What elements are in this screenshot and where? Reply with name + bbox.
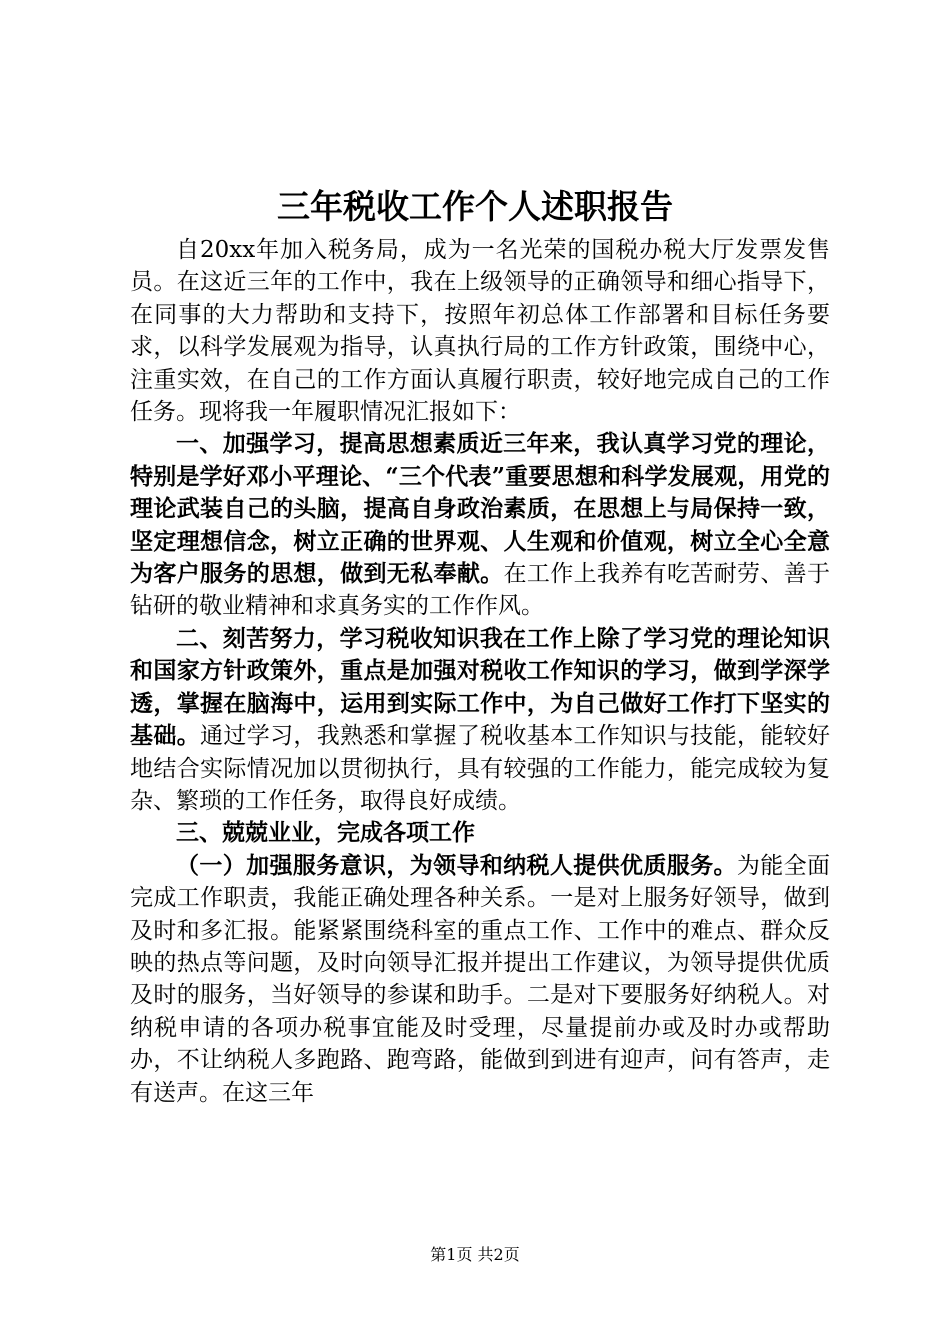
section3-sub-heading-text: （一）加强服务意识，为领导和纳税人提供优质服务。: [176, 851, 737, 879]
intro-paragraph: [130, 234, 830, 428]
section3-sub-body-text: 为能全面完成工作职责，我能正确处理各种关系。一是对上服务好领导，做到及时和多汇报。能紧紧围绕科室的重点工作、工作中的难点、群众反映的热点等问题，及时向领导汇报并提出工作建议，为领导提供优质及时的服务，当好领导的参谋和助手。二是对下要服务好纳税人。对纳税申请的各项办税事宜能及时受理，尽量提前办或及时办或帮助办，不让纳税人多跑路、跑弯路，能做到到进有迎声，问有答声，走有送声。在这三年: [130, 852, 831, 1106]
section3-heading: [130, 817, 830, 849]
section2-heading-text: 二、刻苦努力，学习税收知识我在工作上除了学习党的理论知识和国家方针政策外，重点是加强对税收工作知识的学习，做到学深学透，掌握在脑海中，运用到实际工作中，为自己做好工作打下坚实的基础。: [130, 624, 830, 750]
section1-heading-text: 一、加强学习，提高思想素质近三年来，我认真学习党的理论，特别是学好邓小平理论、“三个代表”重要思想和科学发展观，用党的理论武装自己的头脑，提高自身政治素质，在思想上与局保持一致，坚定理想信念，树立正确的世界观、人生观和价值观，树立全心全意为客户服务的思想，做到无私奉献。: [130, 430, 830, 588]
section1-body-text: 在工作上我养有吃苦耐劳、善于钻研的敬业精神和求真务实的工作作风。: [130, 561, 831, 620]
page-footer: 第1页 共2页: [430, 1245, 520, 1264]
section1-paragraph: [130, 428, 830, 622]
section2-paragraph: [130, 623, 830, 817]
section3-heading-text: 三、兢兢业业，完成各项工作: [176, 819, 475, 847]
intro-text: 自20xx年加入税务局，成为一名光荣的国税办税大厅发票发售员。在这近三年的工作中，我在上级领导的正确领导和细心指导下，在同事的大力帮助和支持下，按照年初总体工作部署和目标任务要求，以科学发展观为指导，认真执行局的工作方针政策，围绕中心，注重实效，在自己的工作方面认真履行职责，较好地完成自己的工作任务。现将我一年履职情况汇报如下：: [130, 237, 830, 426]
section3-sub-paragraph: [130, 850, 830, 1109]
section2-body-text: 通过学习，我熟悉和掌握了税收基本工作知识与技能，能较好地结合实际情况加以贯彻执行，具有较强的工作能力，能完成较为复杂、繁琐的工作任务，取得良好成绩。: [130, 723, 831, 814]
document-title: 三年税收工作个人述职报告: [277, 187, 673, 226]
document-body: [130, 234, 830, 1109]
